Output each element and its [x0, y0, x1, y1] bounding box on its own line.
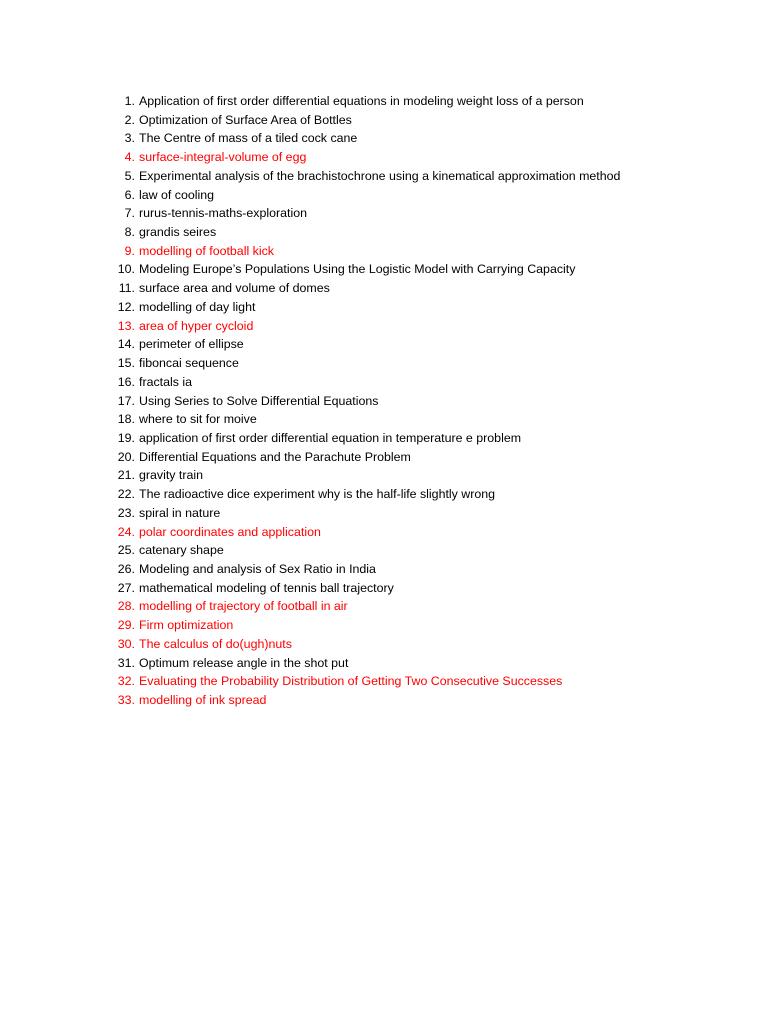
- list-item-number: 25.: [117, 543, 135, 558]
- list-item-text: law of cooling: [139, 187, 215, 202]
- list-item-text: catenary shape: [139, 543, 224, 558]
- list-item-number: 5.: [124, 168, 135, 183]
- list-item: [108, 223, 620, 242]
- list-item-number: 3.: [124, 131, 135, 146]
- numbered-topic-list: [108, 92, 620, 710]
- list-item-number: 31.: [117, 655, 135, 670]
- list-item-number: 4.: [124, 150, 135, 165]
- list-item: [108, 691, 620, 710]
- list-item: [108, 242, 620, 261]
- list-item-number: 16.: [117, 374, 135, 389]
- list-item-text: Optimization of Surface Area of Bottles: [139, 112, 352, 127]
- list-item: [108, 504, 620, 523]
- list-item-number: 33.: [117, 693, 135, 707]
- list-item-number: 19.: [117, 430, 135, 445]
- list-item: [108, 635, 620, 654]
- list-item-text: modelling of day light: [139, 299, 256, 314]
- list-item: [108, 298, 620, 317]
- list-item: [108, 466, 620, 485]
- list-item-text: where to sit for moive: [139, 412, 257, 427]
- list-item-text: rurus-tennis-maths-exploration: [139, 206, 308, 221]
- list-item-number: 17.: [117, 393, 135, 408]
- list-item: [108, 597, 620, 616]
- list-item-number: 8.: [124, 225, 135, 240]
- list-item-text: modelling of ink spread: [139, 693, 267, 707]
- list-item-number: 21.: [117, 468, 135, 483]
- list-item: [108, 448, 620, 467]
- list-item: [108, 672, 620, 691]
- list-item: [108, 111, 620, 130]
- list-item: [108, 335, 620, 354]
- list-item-text: grandis seires: [139, 225, 217, 240]
- list-item-text: Experimental analysis of the brachistochrone using a kinematical approximation method: [139, 168, 621, 183]
- list-item-text: Firm optimization: [139, 618, 234, 633]
- list-item: [108, 92, 620, 111]
- list-item: [108, 579, 620, 598]
- list-item-number: 1.: [124, 94, 135, 108]
- list-item: [108, 392, 620, 411]
- list-item-text: perimeter of ellipse: [139, 337, 244, 352]
- list-item-text: gravity train: [139, 468, 204, 483]
- list-item: [108, 654, 620, 673]
- list-item-number: 2.: [124, 112, 135, 127]
- list-item-number: 32.: [117, 674, 135, 689]
- list-item-text: surface-integral-volume of egg: [139, 150, 307, 165]
- list-item-number: 18.: [117, 412, 135, 427]
- list-item-text: Modeling Europe’s Populations Using the Logistic Model with Carrying Capacity: [139, 262, 576, 277]
- list-item-number: 11.: [118, 281, 135, 296]
- list-item: [108, 186, 620, 205]
- list-item-text: Differential Equations and the Parachute Problem: [139, 449, 411, 464]
- list-item: [108, 523, 620, 542]
- list-item: [108, 279, 620, 298]
- list-item-text: The radioactive dice experiment why is the half-life slightly wrong: [139, 487, 496, 502]
- list-item: [108, 317, 620, 336]
- list-item-text: Modeling and analysis of Sex Ratio in India: [139, 561, 376, 576]
- list-item: [108, 204, 620, 223]
- list-item-number: 14.: [117, 337, 135, 352]
- list-item-text: mathematical modeling of tennis ball trajectory: [139, 580, 394, 595]
- list-item-number: 9.: [124, 243, 135, 258]
- list-item-text: surface area and volume of domes: [139, 281, 330, 296]
- list-item: [108, 373, 620, 392]
- list-item-text: spiral in nature: [139, 505, 221, 520]
- list-item-text: area of hyper cycloid: [139, 318, 254, 333]
- list-item-number: 6.: [124, 187, 135, 202]
- list-item-number: 27.: [117, 580, 135, 595]
- list-item-number: 15.: [117, 356, 135, 371]
- list-item: [108, 129, 620, 148]
- list-item-number: 30.: [117, 636, 135, 651]
- list-item: [108, 541, 620, 560]
- list-item: [108, 260, 620, 279]
- list-item-number: 12.: [117, 299, 135, 314]
- list-item-number: 20.: [117, 449, 135, 464]
- list-item: [108, 148, 620, 167]
- list-item-text: application of first order differential equation in temperature e problem: [139, 430, 522, 445]
- list-item: [108, 616, 620, 635]
- list-item-number: 24.: [117, 524, 135, 539]
- list-item-number: 10.: [117, 262, 135, 277]
- list-item-text: polar coordinates and application: [139, 524, 321, 539]
- list-item-text: Application of first order differential equations in modeling weight loss of a person: [139, 94, 584, 108]
- list-item-number: 7.: [124, 206, 135, 221]
- list-item-number: 28.: [117, 599, 135, 614]
- list-item-text: Optimum release angle in the shot put: [139, 655, 349, 670]
- list-item-text: modelling of football kick: [139, 243, 274, 258]
- list-item: [108, 167, 620, 186]
- list-item: [108, 485, 620, 504]
- list-item-text: The Centre of mass of a tiled cock cane: [139, 131, 358, 146]
- list-item: [108, 560, 620, 579]
- list-item-text: Using Series to Solve Differential Equations: [139, 393, 379, 408]
- list-item-number: 23.: [117, 505, 135, 520]
- list-item-number: 26.: [117, 561, 135, 576]
- list-item-number: 29.: [117, 618, 135, 633]
- list-item-number: 13.: [117, 318, 135, 333]
- list-item-text: fiboncai sequence: [139, 356, 239, 371]
- list-item-text: Evaluating the Probability Distribution of Getting Two Consecutive Successes: [139, 674, 563, 689]
- list-item: [108, 410, 620, 429]
- list-item-text: The calculus of do(ugh)nuts: [139, 636, 292, 651]
- list-item: [108, 429, 620, 448]
- list-item-number: 22.: [117, 487, 135, 502]
- list-item: [108, 354, 620, 373]
- list-item-text: fractals ia: [139, 374, 193, 389]
- list-item-text: modelling of trajectory of football in air: [139, 599, 348, 614]
